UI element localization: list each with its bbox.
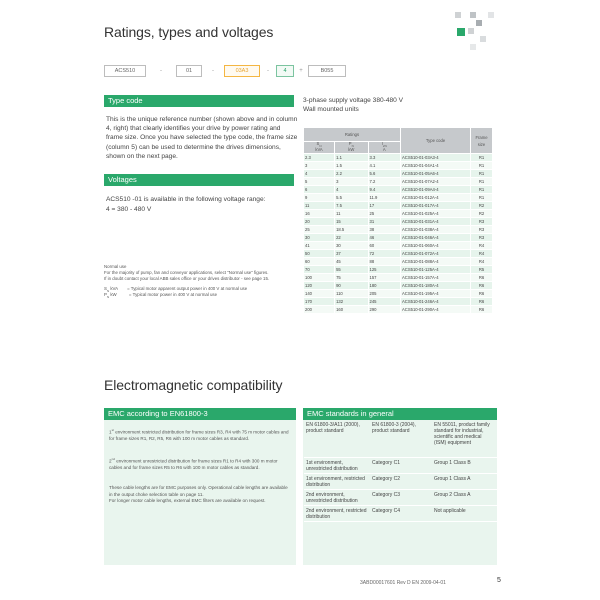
table-cell: 9 xyxy=(304,194,335,202)
table-cell: 30 xyxy=(335,242,368,250)
table-cell: ACS510-01-072A-4 xyxy=(401,250,471,258)
table-cell: 4.1 xyxy=(368,162,401,170)
table-cell: 7.5 xyxy=(335,202,368,210)
table-cell: 60 xyxy=(304,258,335,266)
table-cell: ACS510-01-04A1-4 xyxy=(401,162,471,170)
table-cell: 1.1 xyxy=(335,154,368,162)
table-row xyxy=(304,266,493,274)
table-row xyxy=(304,474,497,490)
table-row xyxy=(304,170,493,178)
table-cell: 4 xyxy=(335,186,368,194)
pn-legend: $P_N$ kW = Typical motor power in 400 V at normal use xyxy=(104,292,218,299)
table-cell: ACS510-01-038A-4 xyxy=(401,226,471,234)
table-cell: ACS510-01-088A-4 xyxy=(401,258,471,266)
table-cell: 2.3 xyxy=(304,154,335,162)
table-cell: 9.4 xyxy=(368,186,401,194)
page-number: 5 xyxy=(497,577,501,584)
normal-use-title: Normal use xyxy=(104,264,127,269)
page-title: Ratings, types and voltages xyxy=(104,24,274,40)
table-cell: 22 xyxy=(335,234,368,242)
table-cell: 170 xyxy=(304,298,335,306)
table-cell: 90 xyxy=(335,282,368,290)
table-cell: 46 xyxy=(368,234,401,242)
emc-standards-table xyxy=(304,420,497,522)
sn-column-header: $S_N$ kVA xyxy=(304,142,335,154)
table-cell: R1 xyxy=(471,154,493,162)
table-cell: R6 xyxy=(471,282,493,290)
table-cell: R3 xyxy=(471,226,493,234)
table-row xyxy=(304,162,493,170)
table-cell: 30 xyxy=(304,234,335,242)
table-row xyxy=(304,298,493,306)
voltages-heading: Voltages xyxy=(104,174,294,186)
table-cell: 2nd environment, unrestricted distribution xyxy=(306,492,358,504)
table-row xyxy=(304,202,493,210)
table-cell: R6 xyxy=(471,298,493,306)
ratings-group-header: Ratings xyxy=(304,128,401,142)
table-cell: R1 xyxy=(471,194,493,202)
emc-header-cell: EN 61800-3 (2004), product standard xyxy=(372,422,416,434)
emc-left-p3: These cable lengths are for EMC purposes only. Operational cable lengths are available in the output choke selection table on page 11. xyxy=(109,485,288,497)
table-cell: 11 xyxy=(304,202,335,210)
table-cell: Group 1 Class B xyxy=(434,460,471,466)
table-cell: 55 xyxy=(335,266,368,274)
table-cell: 7.2 xyxy=(368,178,401,186)
table-cell: 38 xyxy=(368,226,401,234)
table-cell: ACS510-01-290A-4 xyxy=(401,306,471,314)
table-cell: 245 xyxy=(368,298,401,306)
table-cell: ACS510-01-017A-4 xyxy=(401,202,471,210)
table-cell: R4 xyxy=(471,242,493,250)
type-code-body: This is the unique reference number (shown above and in column 4, right) that clearly identifies your drive by power rating and frame size. Once you have selected the type code, the frame size (column 5) can be used to determine the drives dimensions, shown on the next page. xyxy=(106,116,298,160)
emc-left-p4: For longer motor cable lengths, external EMC filters are available on request. xyxy=(109,498,266,503)
table-cell: ACS510-01-025A-4 xyxy=(401,210,471,218)
emc-right-heading: EMC standards in general xyxy=(303,408,497,420)
type-code-column-header: Type code xyxy=(401,128,471,154)
table-row xyxy=(304,250,493,258)
table-row xyxy=(304,186,493,194)
table-cell: 160 xyxy=(335,306,368,314)
table-row xyxy=(304,178,493,186)
emc-header-row xyxy=(304,420,497,458)
table-row xyxy=(304,282,493,290)
ref-option: B055 xyxy=(308,65,346,77)
emc-left-p1: 1st environment restricted distribution for frame sizes R3, R4 with 75 m motor cables and for frame sizes R1, R2, R5, R6 with 100 m motor cables as standard. xyxy=(109,428,289,442)
table-cell: 180 xyxy=(368,282,401,290)
table-cell: ACS510-01-180A-4 xyxy=(401,282,471,290)
table-cell: R1 xyxy=(471,178,493,186)
table-cell: 3 xyxy=(304,162,335,170)
table-cell: Category C4 xyxy=(372,508,401,514)
i2n-column-header: $I_{2N}$ A xyxy=(368,142,401,154)
table-cell: ACS510-01-07A2-4 xyxy=(401,178,471,186)
table-cell: 3 xyxy=(335,178,368,186)
emc-header-cell: EN 61800-3/A11 (2000), product standard xyxy=(306,422,360,434)
table-cell: Group 2 Class A xyxy=(434,492,471,498)
table-cell: ACS510-01-012A-4 xyxy=(401,194,471,202)
table-cell: 200 xyxy=(304,306,335,314)
table-cell: 157 xyxy=(368,274,401,282)
table-cell: 25 xyxy=(304,226,335,234)
ref-current: 03A3 xyxy=(224,65,260,77)
table-row xyxy=(304,210,493,218)
table-cell: 1st environment, unrestricted distribution xyxy=(306,460,358,472)
table-row xyxy=(304,290,493,298)
table-cell: R6 xyxy=(471,274,493,282)
table-row xyxy=(304,490,497,506)
table-cell: Category C1 xyxy=(372,460,401,466)
table-cell: 290 xyxy=(368,306,401,314)
ratings-table xyxy=(303,127,493,314)
table-cell: 6 xyxy=(304,186,335,194)
table-cell: ACS510-01-125A-4 xyxy=(401,266,471,274)
table-row xyxy=(304,258,493,266)
table-cell: R3 xyxy=(471,218,493,226)
reference-code: ACS510 - 01 - 03A3 - 4 + B055 xyxy=(104,65,346,77)
emc-left-heading: EMC according to EN61800-3 xyxy=(104,408,296,420)
frame-size-column-header: Frame size xyxy=(471,128,493,154)
table-cell: 110 xyxy=(335,290,368,298)
type-code-heading: Type code xyxy=(104,95,294,107)
table-cell: ACS510-01-03A3-4 xyxy=(401,154,471,162)
table-cell: R4 xyxy=(471,250,493,258)
supply-line2: Wall mounted units xyxy=(303,106,359,113)
table-cell: ACS510-01-060A-4 xyxy=(401,242,471,250)
table-cell: 1.5 xyxy=(335,162,368,170)
table-cell: 205 xyxy=(368,290,401,298)
table-cell: 1st environment, restricted distribution xyxy=(306,476,365,488)
emc-left-p2: 2nd environment unrestricted distribution for frame sizes R1 to R4 with 300 m motor cables and for frame sizes R5 to R6 with 100 m motor cables as standard. xyxy=(109,457,278,471)
table-cell: 16 xyxy=(304,210,335,218)
table-cell: 60 xyxy=(368,242,401,250)
table-cell: ACS510-01-157A-4 xyxy=(401,274,471,282)
table-cell: R1 xyxy=(471,186,493,194)
table-cell: R1 xyxy=(471,162,493,170)
table-cell: Category C3 xyxy=(372,492,401,498)
sn-legend: $S_N$ kVA = Typical motor apparent output power in 400 V at normal use xyxy=(104,286,248,293)
table-cell: Category C2 xyxy=(372,476,401,482)
table-cell: R3 xyxy=(471,234,493,242)
table-cell: R4 xyxy=(471,258,493,266)
emc-title: Electromagnetic compatibility xyxy=(104,377,283,393)
table-cell: 132 xyxy=(335,298,368,306)
table-cell: R2 xyxy=(471,202,493,210)
table-cell: R6 xyxy=(471,306,493,314)
pn-column-header: $P_N$ kW xyxy=(335,142,368,154)
table-cell: ACS510-01-05A6-4 xyxy=(401,170,471,178)
table-cell: 11 xyxy=(335,210,368,218)
table-cell: ACS510-01-09A4-4 xyxy=(401,186,471,194)
table-cell: 72 xyxy=(368,250,401,258)
normal-use-line2: If in doubt contact your local ABB sales office or your drives distributor - see page 15. xyxy=(104,276,270,281)
table-cell: ACS510-01-031A-4 xyxy=(401,218,471,226)
table-cell: 37 xyxy=(335,250,368,258)
table-cell: 140 xyxy=(304,290,335,298)
table-cell: 5.5 xyxy=(335,194,368,202)
table-cell: 17 xyxy=(368,202,401,210)
table-cell: Not applicable xyxy=(434,508,466,514)
table-cell: 2.2 xyxy=(335,170,368,178)
table-cell: 2nd environment, restricted distribution xyxy=(306,508,367,520)
table-cell: 15 xyxy=(335,218,368,226)
emc-header-cell: EN 55011, product family standard for industrial, scientific and medical (ISM) equipment xyxy=(434,422,490,446)
table-cell: ACS510-01-246A-4 xyxy=(401,298,471,306)
table-row xyxy=(304,234,493,242)
table-cell: 20 xyxy=(304,218,335,226)
voltages-line1: ACS510 -01 is available in the following voltage range: xyxy=(106,196,266,203)
table-cell: 100 xyxy=(304,274,335,282)
table-cell: 3.3 xyxy=(368,154,401,162)
table-row xyxy=(304,506,497,522)
table-cell: 75 xyxy=(335,274,368,282)
table-cell: ACS510-01-195A-4 xyxy=(401,290,471,298)
table-row xyxy=(304,226,493,234)
table-row xyxy=(304,242,493,250)
table-cell: R2 xyxy=(471,210,493,218)
table-row xyxy=(304,306,493,314)
table-cell: R1 xyxy=(471,170,493,178)
table-cell: 25 xyxy=(368,210,401,218)
table-cell: R5 xyxy=(471,266,493,274)
table-cell: 18.5 xyxy=(335,226,368,234)
table-cell: ACS510-01-046A-4 xyxy=(401,234,471,242)
table-cell: 50 xyxy=(304,250,335,258)
table-row xyxy=(304,194,493,202)
table-cell: 41 xyxy=(304,242,335,250)
table-cell: 4 xyxy=(304,170,335,178)
table-cell: 45 xyxy=(335,258,368,266)
table-cell: R6 xyxy=(471,290,493,298)
voltages-line2: 4 = 380 - 480 V xyxy=(106,206,152,213)
table-row xyxy=(304,218,493,226)
table-cell: 5.6 xyxy=(368,170,401,178)
ref-voltage: 4 xyxy=(276,65,294,77)
table-cell: 11.9 xyxy=(368,194,401,202)
table-cell: 88 xyxy=(368,258,401,266)
table-row xyxy=(304,274,493,282)
table-cell: 31 xyxy=(368,218,401,226)
table-cell: 125 xyxy=(368,266,401,274)
ref-product: ACS510 xyxy=(104,65,146,77)
table-cell: 70 xyxy=(304,266,335,274)
table-row xyxy=(304,458,497,474)
table-row xyxy=(304,154,493,162)
table-cell: 120 xyxy=(304,282,335,290)
ref-series: 01 xyxy=(176,65,202,77)
normal-use-line1: For the majority of pump, fan and conveyor applications, select "Normal use" figures. xyxy=(104,270,269,275)
table-cell: 5 xyxy=(304,178,335,186)
document-id: 3ABD00017601 Rev D EN 2009-04-01 xyxy=(360,580,446,586)
supply-line1: 3-phase supply voltage 380-480 V xyxy=(303,97,404,104)
table-cell: Group 1 Class A xyxy=(434,476,471,482)
